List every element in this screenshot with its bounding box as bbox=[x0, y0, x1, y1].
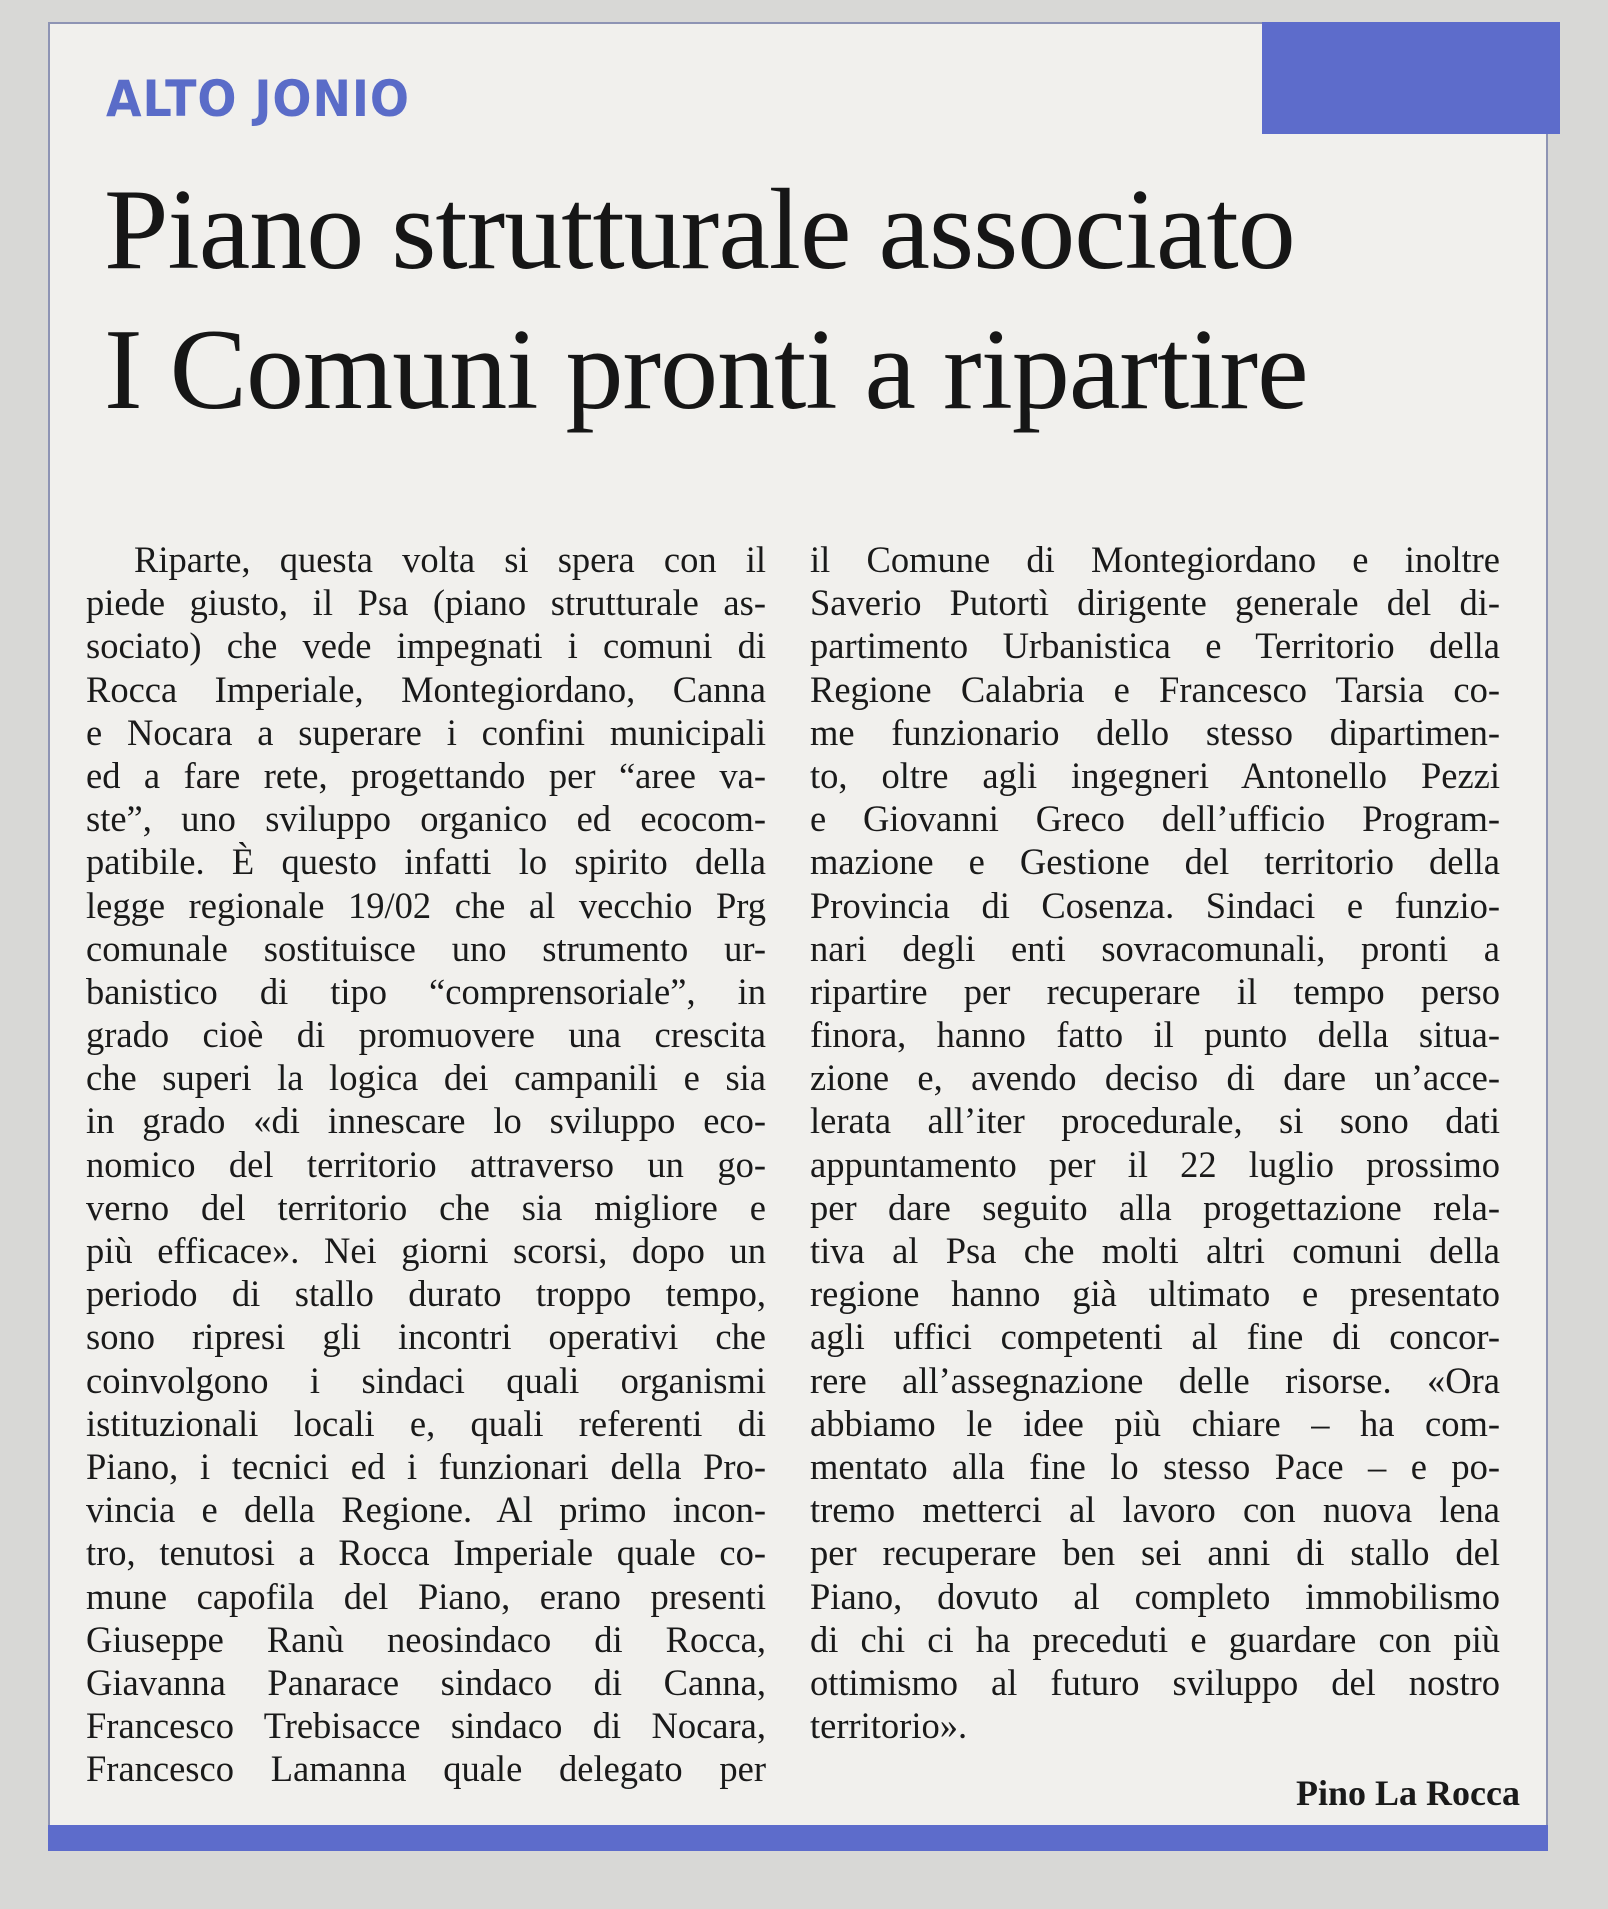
headline-line-2: I Comuni pronti a ripartire bbox=[104, 306, 1308, 434]
text-line: che superi la logica dei campanili e sia bbox=[86, 1057, 766, 1099]
text-line: Regione Calabria e Francesco Tarsia co- bbox=[810, 668, 1500, 710]
text-line: ed a fare rete, progettando per “aree va- bbox=[86, 754, 766, 796]
text-line: Riparte, questa volta si spera con il bbox=[134, 539, 766, 580]
text-line: per dare seguito alla progettazione rela- bbox=[810, 1186, 1500, 1228]
text-line: Giuseppe Ranù neosindaco di Rocca, bbox=[86, 1618, 766, 1660]
text-line: Piano, i tecnici ed i funzionari della Pro- bbox=[86, 1445, 766, 1487]
text-line: in grado «di innescare lo sviluppo eco- bbox=[86, 1100, 766, 1142]
headline-line-1: Piano strutturale associato bbox=[104, 166, 1295, 294]
text-line: patibile. È questo infatti lo spirito della bbox=[86, 841, 766, 883]
decorative-blue-block bbox=[1262, 22, 1560, 134]
text-line: e Giovanni Greco dell’ufficio Program- bbox=[810, 798, 1500, 840]
text-line: banistico di tipo “comprensoriale”, in bbox=[86, 970, 766, 1012]
text-line: Piano, dovuto al completo immobilismo bbox=[810, 1575, 1500, 1617]
text-line: coinvolgono i sindaci quali organismi bbox=[86, 1359, 766, 1401]
text-line: il Comune di Montegiordano e inoltre bbox=[810, 539, 1500, 580]
decorative-blue-bar bbox=[48, 1825, 1548, 1851]
text-line: tiva al Psa che molti altri comuni della bbox=[810, 1230, 1500, 1271]
bleed-through-right bbox=[1545, 0, 1608, 1909]
text-line: nari degli enti sovracomunali, pronti a bbox=[810, 927, 1500, 969]
text-line: mazione e Gestione del territorio della bbox=[810, 841, 1500, 883]
text-line: agli uffici competenti al fine di concor- bbox=[810, 1316, 1500, 1358]
text-line: to, oltre agli ingegneri Antonello Pezzi bbox=[810, 754, 1500, 796]
article-frame bbox=[48, 22, 1548, 1847]
text-line: per recuperare ben sei anni di stallo del bbox=[810, 1532, 1500, 1574]
text-line: piede giusto, il Psa (piano strutturale as- bbox=[86, 582, 766, 624]
text-line: mentato alla fine lo stesso Pace – e po- bbox=[810, 1445, 1500, 1487]
text-line: periodo di stallo durato troppo tempo, bbox=[86, 1273, 766, 1315]
text-line: legge regionale 19/02 che al vecchio Prg bbox=[86, 884, 766, 926]
text-line: Provincia di Cosenza. Sindaci e funzio- bbox=[810, 884, 1500, 926]
article-column-right bbox=[810, 538, 1500, 1747]
text-line: mune capofila del Piano, erano presenti bbox=[86, 1575, 766, 1617]
text-line: Saverio Putortì dirigente generale del di- bbox=[810, 582, 1500, 624]
text-line: tremo metterci al lavoro con nuova lena bbox=[810, 1489, 1500, 1531]
text-line: istituzionali locali e, quali referenti di bbox=[86, 1402, 766, 1444]
text-line: Francesco Lamanna quale delegato per bbox=[86, 1748, 766, 1790]
text-line: di chi ci ha preceduti e guardare con più bbox=[810, 1618, 1500, 1660]
text-line: regione hanno già ultimato e presentato bbox=[810, 1273, 1500, 1315]
text-line: tro, tenutosi a Rocca Imperiale quale co- bbox=[86, 1532, 766, 1574]
text-line: partimento Urbanistica e Territorio della bbox=[810, 625, 1500, 667]
text-line: sociato) che vede impegnati i comuni di bbox=[86, 625, 766, 667]
text-line: più efficace». Nei giorni scorsi, dopo un bbox=[86, 1230, 766, 1271]
text-line: territorio». bbox=[810, 1705, 968, 1747]
text-line: vincia e della Regione. Al primo incon- bbox=[86, 1489, 766, 1531]
text-line: ripartire per recuperare il tempo perso bbox=[810, 970, 1500, 1012]
text-line: grado cioè di promuovere una crescita bbox=[86, 1014, 766, 1056]
text-line: lerata all’iter procedurale, si sono dati bbox=[810, 1100, 1500, 1142]
text-line: rere all’assegnazione delle risorse. «Ora bbox=[810, 1359, 1500, 1401]
text-line: nomico del territorio attraverso un go- bbox=[86, 1143, 766, 1185]
text-line: verno del territorio che sia migliore e bbox=[86, 1186, 766, 1228]
text-line: Francesco Trebisacce sindaco di Nocara, bbox=[86, 1705, 766, 1747]
byline: Pino La Rocca bbox=[1296, 1773, 1520, 1813]
text-line: me funzionario dello stesso dipartimen- bbox=[810, 711, 1500, 753]
section-label: ALTO JONIO bbox=[106, 70, 410, 128]
text-line: abbiamo le idee più chiare – ha com- bbox=[810, 1402, 1500, 1444]
text-line: ottimismo al futuro sviluppo del nostro bbox=[810, 1661, 1500, 1703]
text-line: comunale sostituisce uno strumento ur- bbox=[86, 927, 766, 969]
text-line: finora, hanno fatto il punto della situa- bbox=[810, 1014, 1500, 1056]
text-line: Giavanna Panarace sindaco di Canna, bbox=[86, 1661, 766, 1703]
text-line: zione e, avendo deciso di dare un’acce- bbox=[810, 1057, 1500, 1099]
text-line: sono ripresi gli incontri operativi che bbox=[86, 1316, 766, 1358]
text-line: e Nocara a superare i confini municipali bbox=[86, 711, 766, 753]
text-line: Rocca Imperiale, Montegiordano, Canna bbox=[86, 668, 766, 710]
text-line: ste”, uno sviluppo organico ed ecocom- bbox=[86, 798, 766, 840]
text-line: appuntamento per il 22 luglio prossimo bbox=[810, 1143, 1500, 1185]
article-column-left bbox=[86, 538, 766, 1790]
